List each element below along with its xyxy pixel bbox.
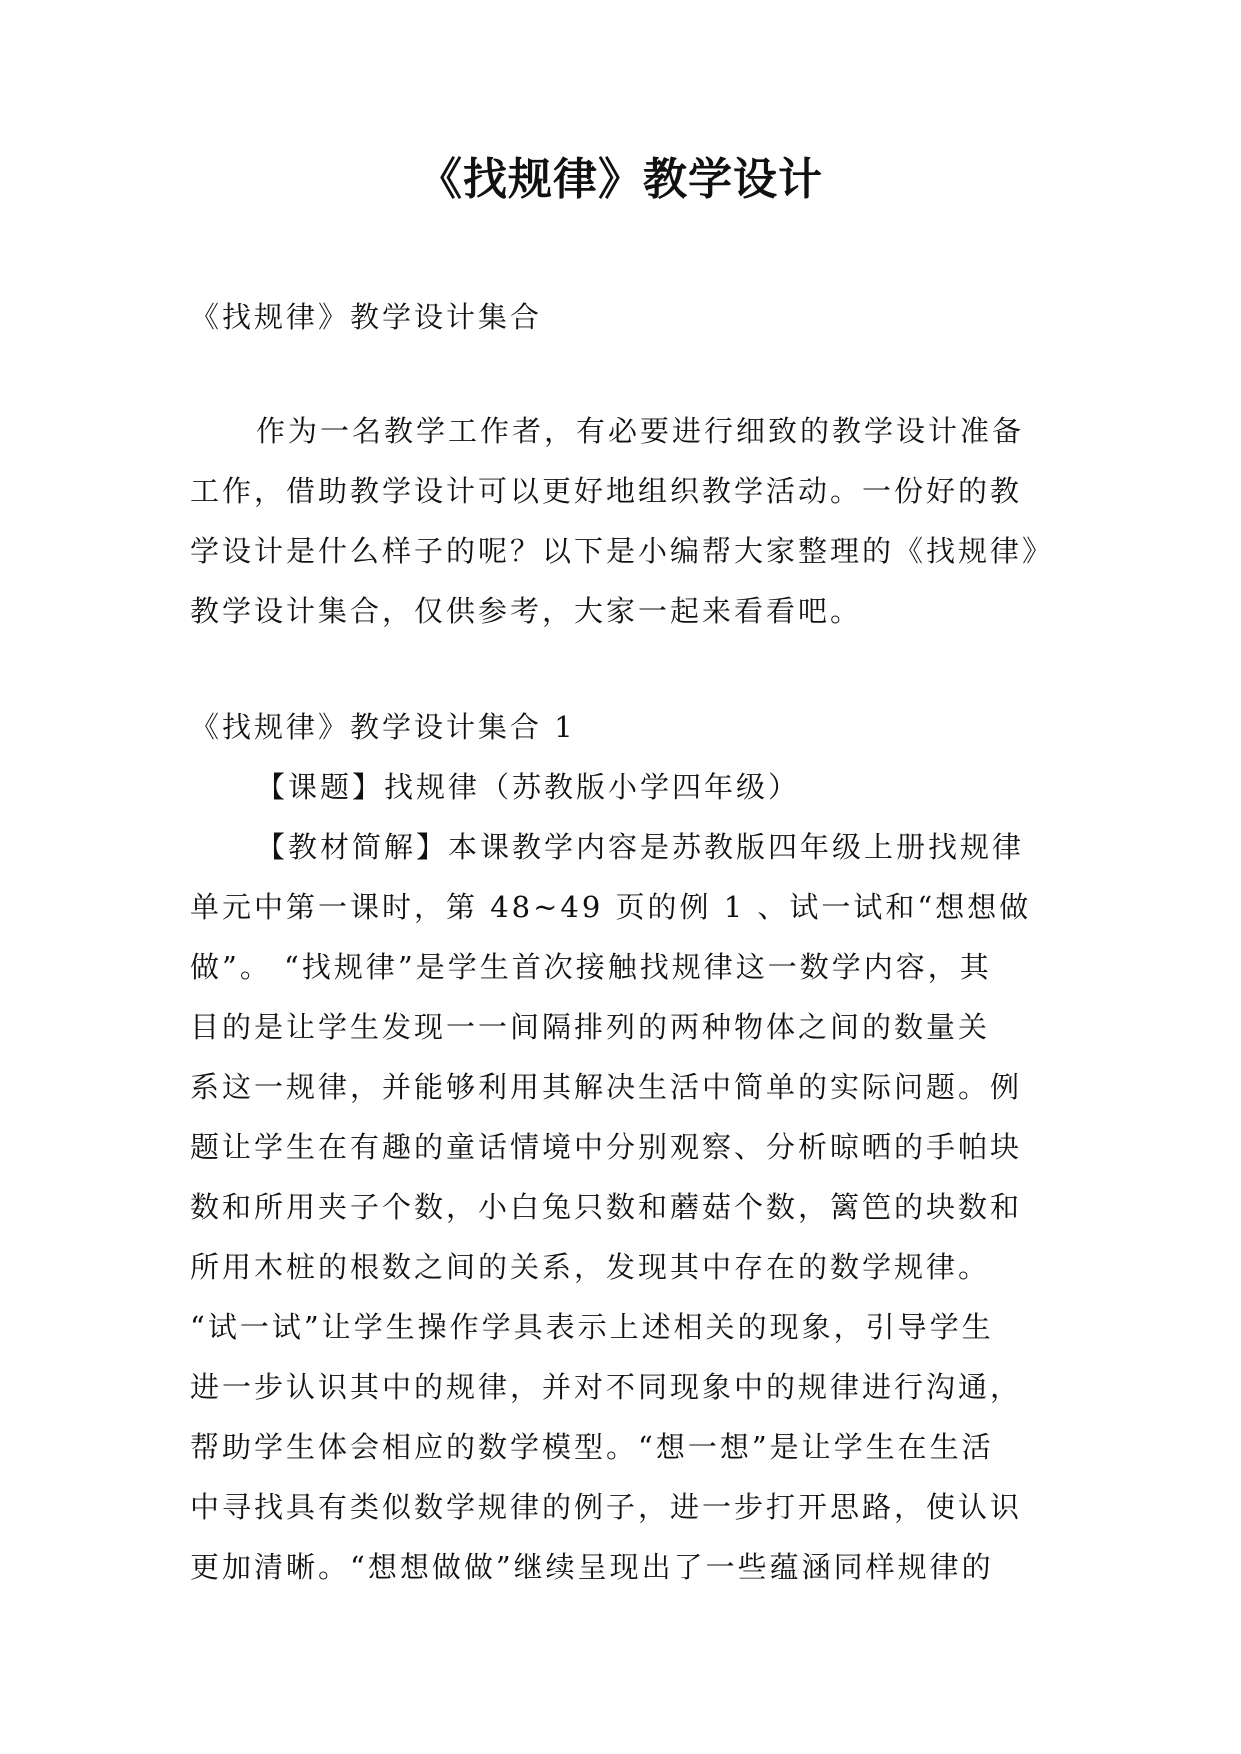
section-1 <box>190 697 1060 1597</box>
section-heading: 《找规律》教学设计集合 1 <box>190 710 576 744</box>
paragraph-line: 帮助学生体会相应的数学模型。“想一想”是让学生在生活 <box>190 1430 994 1464</box>
paragraph-line: 所用木桩的根数之间的关系，发现其中存在的数学规律。 <box>190 1250 991 1284</box>
document-subtitle <box>190 287 1060 347</box>
paragraph-line: “试一试”让学生操作学具表示上述相关的现象，引导学生 <box>190 1310 994 1344</box>
paragraph-line: 数和所用夹子个数，小白兔只数和蘑菇个数，篱笆的块数和 <box>190 1190 1023 1224</box>
topic-line: 【课题】找规律（苏教版小学四年级） <box>256 770 801 804</box>
document-title: 《找规律》教学设计 <box>418 154 823 205</box>
paragraph-line: 作为一名教学工作者，有必要进行细致的教学设计准备 <box>256 414 1025 448</box>
paragraph-line: 系这一规律，并能够利用其解决生活中简单的实际问题。例 <box>190 1070 1023 1104</box>
paragraph-line: 中寻找具有类似数学规律的例子，进一步打开思路，使认识 <box>190 1490 1023 1524</box>
paragraph-line: 教学设计集合，仅供参考，大家一起来看看吧。 <box>190 594 863 628</box>
paragraph-line: 更加清晰。“想想做做”继续呈现出了一些蕴涵同样规律的 <box>190 1550 994 1584</box>
subtitle-line: 《找规律》教学设计集合 <box>190 300 543 334</box>
paragraph-line: 【教材简解】本课教学内容是苏教版四年级上册找规律 <box>256 830 1025 864</box>
paragraph-line: 进一步认识其中的规律，并对不同现象中的规律进行沟通， <box>190 1370 1023 1404</box>
intro-paragraph <box>190 401 1060 641</box>
paragraph-line: 做”。 “找规律”是学生首次接触找规律这一数学内容，其 <box>190 950 992 984</box>
paragraph-line: 学设计是什么样子的呢？以下是小编帮大家整理的《找规律》 <box>190 534 1055 568</box>
paragraph-line: 题让学生在有趣的童话情境中分别观察、分析晾晒的手帕块 <box>190 1130 1023 1164</box>
paragraph-line: 工作，借助教学设计可以更好地组织教学活动。一份好的教 <box>190 474 1023 508</box>
paragraph-line: 目的是让学生发现一一间隔排列的两种物体之间的数量关 <box>190 1010 991 1044</box>
paragraph-line: 单元中第一课时，第 48~49 页的例 1 、试一试和“想想做 <box>190 890 1032 924</box>
